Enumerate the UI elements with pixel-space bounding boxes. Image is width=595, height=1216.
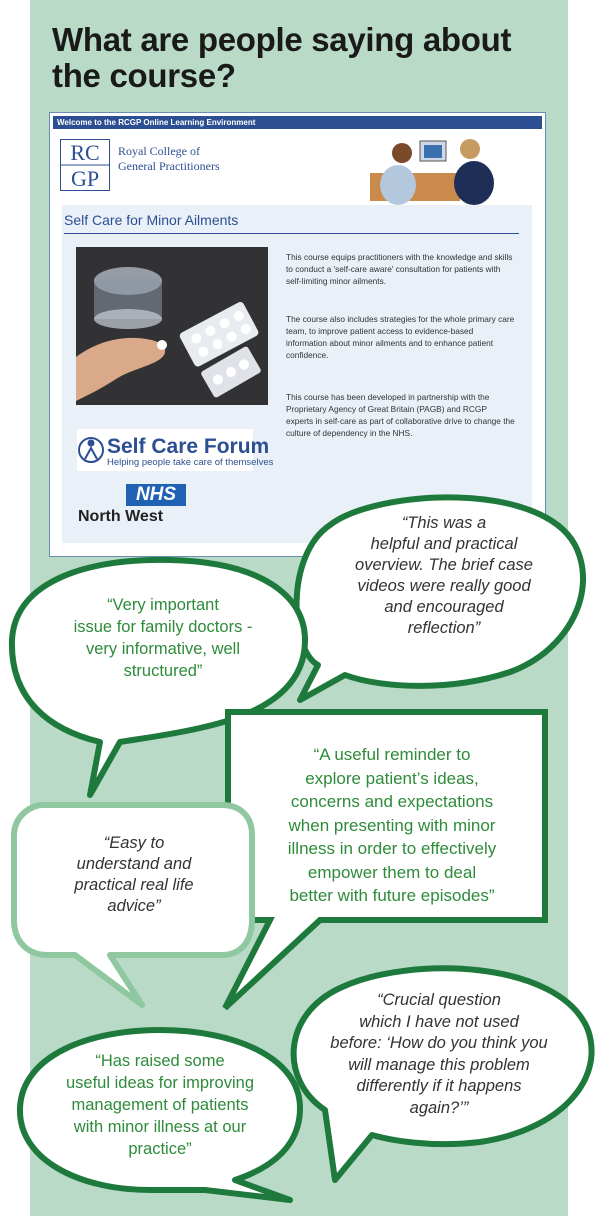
quote-6-line: management of patients: [71, 1096, 249, 1114]
quote-3-line: “A useful reminder to: [313, 745, 471, 764]
course-title: Self Care for Minor Ailments: [64, 211, 519, 234]
page-heading: What are people saying about the course?: [52, 21, 512, 94]
nhs-badge: NHS: [126, 484, 186, 506]
quote-2-line: “Very important: [107, 596, 219, 614]
quote-1-line: reflection”: [407, 619, 481, 637]
quote-4-line: practical real life: [74, 876, 194, 894]
college-name-line1: Royal College of: [118, 144, 200, 158]
quote-1-line: and encouraged: [384, 598, 504, 616]
course-description-3: This course has been developed in partnership with the Proprietary Agency of Great Britain (PAGB) and RCGP experts in self-care as part of collaborative drive to change the culture of dependency in the NHS.: [286, 392, 515, 438]
quote-3-line: concerns and expectations: [290, 792, 494, 811]
self-care-forum-tagline: Helping people take care of themselves: [107, 457, 274, 468]
quote-3-line: explore patient’s ideas,: [305, 768, 479, 788]
quote-6-line: practice”: [128, 1140, 192, 1158]
quote-3-line: when presenting with minor: [288, 815, 496, 835]
quote-2: [32, 594, 294, 682]
course-description-2: The course also includes strategies for the whole primary care team, to improve patient access to evidence-based information about minor ailments and to enhance patient confidence.: [286, 314, 515, 360]
college-name-line2: General Practitioners: [118, 159, 220, 173]
quote-1-line: helpful and practical: [370, 535, 518, 553]
quote-2-line: structured”: [123, 662, 203, 680]
quote-2-line: issue for family doctors -: [73, 618, 253, 636]
quote-4-line: “Easy to: [103, 834, 165, 852]
quote-5-line: “Crucial question: [377, 991, 501, 1009]
nhs-region: North West: [78, 508, 164, 525]
quote-1-line: “This was a: [401, 514, 487, 532]
rcgp-logo-bottom: GP: [70, 166, 100, 191]
quote-5-line: which I have not used: [359, 1012, 519, 1031]
quote-6-line: with minor illness at our: [73, 1118, 247, 1136]
quote-4-line: advice”: [107, 897, 161, 915]
quote-3-line: empower them to deal: [307, 862, 477, 882]
self-care-forum-name: Self Care Forum: [107, 435, 270, 458]
welcome-bar: Welcome to the RCGP Online Learning Environment: [53, 116, 542, 129]
quote-5-line: again?’”: [409, 1098, 469, 1117]
quote-3-line: illness in order to effectively: [287, 839, 497, 858]
quote-1: [316, 513, 572, 639]
quote-6: [32, 1050, 288, 1160]
quote-1-line: videos were really good: [357, 577, 531, 595]
quote-4: [28, 833, 240, 917]
quote-5-line: before: ‘How do you think you: [330, 1034, 548, 1052]
rcgp-logo-top: RC: [70, 140, 100, 165]
course-description-1: This course equips practitioners with the knowledge and skills to conduct a 'self-care aware' consultation for patients with self-limiting minor ailments.: [286, 252, 513, 286]
quote-2-line: very informative, well: [85, 640, 241, 658]
quote-6-line: “Has raised some: [95, 1052, 225, 1070]
quote-5-line: differently if it happens: [356, 1077, 522, 1095]
quote-3: [246, 743, 538, 908]
quote-4-line: understand and: [76, 855, 192, 873]
quote-3-line: better with future episodes”: [289, 886, 495, 905]
quote-1-line: overview. The brief case: [355, 556, 533, 574]
quote-6-line: useful ideas for improving: [65, 1074, 254, 1092]
quote-5-line: will manage this problem: [348, 1055, 530, 1074]
quote-5: [296, 990, 582, 1119]
